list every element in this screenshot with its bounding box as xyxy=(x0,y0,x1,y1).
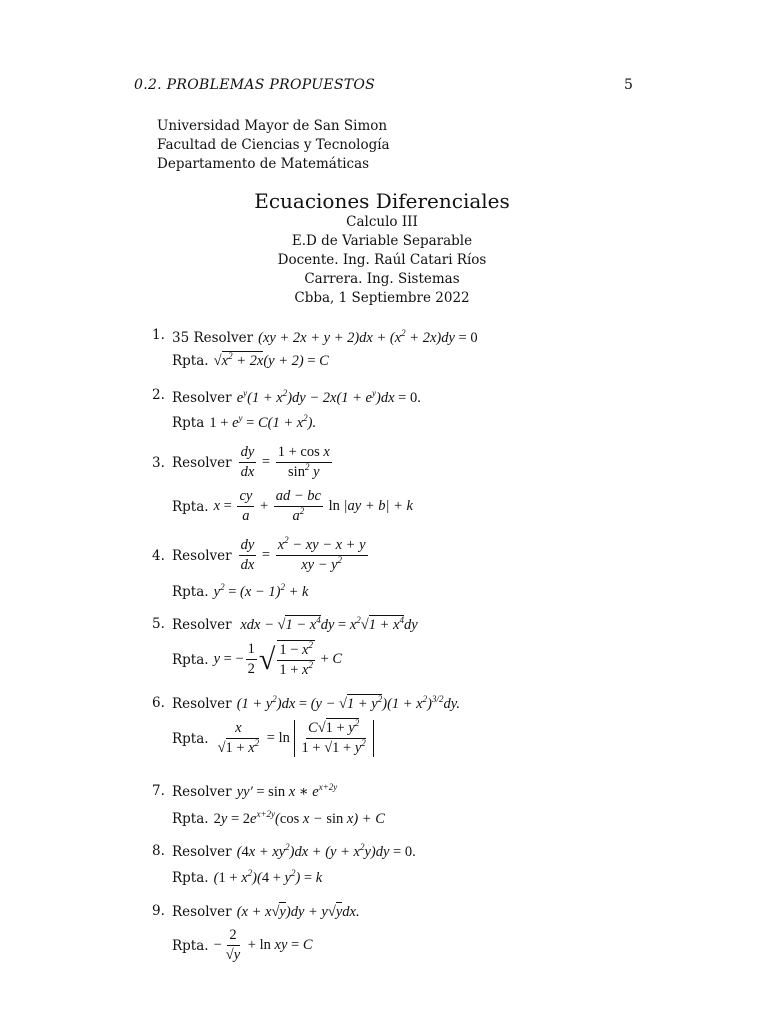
meta-line: E.D de Variable Separable xyxy=(291,233,473,249)
problem-1-statement: 35 Resolver $(xy + 2x + y + 2)dx + (x^2 + 2x)dy = 0$ xyxy=(172,328,478,346)
meta-line: Calculo III xyxy=(346,214,418,230)
institution-line: Facultad de Ciencias y Tecnología xyxy=(157,137,390,153)
document-title: Ecuaciones Diferenciales xyxy=(254,189,510,213)
problem-prefix: 35 Resolver xyxy=(172,330,254,346)
meta-line: Docente. Ing. Raúl Catari Ríos xyxy=(277,252,487,268)
institution-line: Universidad Mayor de San Simon xyxy=(157,118,388,134)
problem-number: 7. xyxy=(152,783,165,799)
institution-line: Departamento de Matemáticas xyxy=(157,156,370,172)
problem-8-statement: Resolver $(4x + xy^2)dx + (y + x^2y)dy = 0$. xyxy=(172,842,416,860)
problem-1-answer: Rpta. $√x^2 + 2x(y + 2) = C$ xyxy=(172,351,329,369)
problem-2-answer: Rpta $1 + e^y = C(1 + x^2)$. xyxy=(172,413,317,431)
problem-7-answer: Rpta. $2y = 2e^{x+2y}(\cos$ x − sin x) + C xyxy=(172,809,385,827)
problem-number: 9. xyxy=(152,903,165,919)
problem-2-statement: Resolver $e^y(1 + x^2)dy - 2x(1 + e^y)dx = 0$. xyxy=(172,388,421,406)
problem-number: 1. xyxy=(152,327,165,343)
problem-9-statement: Resolver (x + x√y)dy + y√ydx. xyxy=(172,904,360,920)
problem-number: 2. xyxy=(152,387,165,403)
problem-8-answer: Rpta. $(1 + x^2)(4 + y^2) = k$ xyxy=(172,868,323,886)
problem-3-answer: Rpta. x = $\frac{cy}{a}$ + $\frac{ad - bc}{a^2}$ ln |ay + b| + k xyxy=(172,488,413,524)
running-header: 0.2. PROBLEMAS PROPUESTOS xyxy=(134,77,376,93)
problem-3-statement: Resolver $\frac{dy}{dx}$ = $\frac{\text{1 + cos x}}{\sin^2 y}$ xyxy=(172,444,330,480)
problem-4-statement: Resolver $\frac{dy}{dx}$ = $\frac{x^2 - xy - x + y}{xy - y^2}$ xyxy=(172,535,366,573)
problem-5-answer: Rpta. y = − $\frac{1}{2}$ √ $\frac{1 - x^2}{1 + x^2}$ + C xyxy=(172,640,343,678)
problem-number: 8. xyxy=(152,843,165,859)
institution-block xyxy=(157,117,390,174)
page-number: 5 xyxy=(624,77,634,93)
problem-number: 6. xyxy=(152,695,165,711)
meta-line: Carrera. Ing. Sistemas xyxy=(304,271,460,287)
problem-6-answer: Rpta. $\frac{x}{√1 + x^2}$ = ln $\frac{C√1 + y^2}{1 + √1 + y^2}$ xyxy=(172,720,374,757)
problem-number: 4. xyxy=(152,548,165,564)
problem-5-statement: Resolver xdx − $√1 - x^4dy = x^2√1 + x^4dy$ xyxy=(172,615,418,633)
problem-6-statement: Resolver $(1 + y^2)dx = (y - √1 + y^2)(1 + x^2)^{3/2}dy$. xyxy=(172,694,460,712)
meta-line: Cbba, 1 Septiembre 2022 xyxy=(294,290,470,306)
problem-7-statement: Resolver yy′ = sin x ∗ $e^{x+2y}$ xyxy=(172,782,338,800)
problem-9-answer: Rpta. − $\frac{2}{√y}$ + ln xy = C xyxy=(172,927,313,963)
problem-4-answer: Rpta. $y^2 = (x - 1)^2 + k$ xyxy=(172,582,309,600)
course-meta xyxy=(182,213,582,308)
problem-number: 3. xyxy=(152,455,165,471)
problem-number: 5. xyxy=(152,616,165,632)
